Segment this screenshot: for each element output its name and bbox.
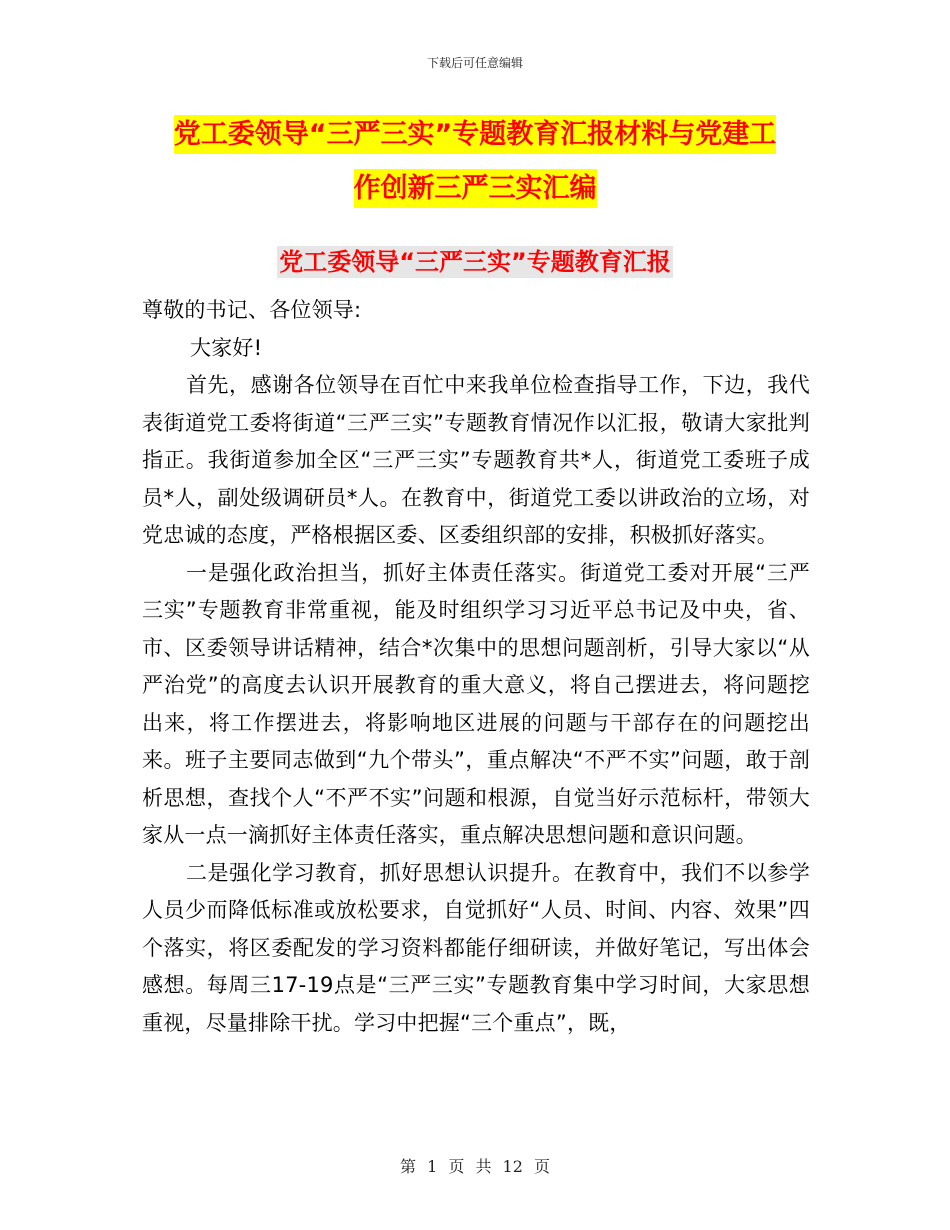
page-footer: 第 1 页 共 12 页 <box>400 1157 550 1176</box>
paragraph-1: 首先，感谢各位领导在百忙中来我单位检查指导工作，下边，我代表街道党工委将街道“三严三实”专题教育情况作以汇报，敬请大家批判指正。我街道参加全区“三严三实”专题教育共*人，街道党工委班子成员*人，副处级调研员*人。在教育中，街道党工委以讲政治的立场，对党忠诚的态度，严格根据区委、区委组织部的安排，积极抓好落实。 <box>142 373 810 547</box>
title-line-1: 党工委领导“三严三实”专题教育汇报材料与党建工 <box>174 115 777 154</box>
section-title <box>0 244 950 280</box>
title-line-2: 作创新三严三实汇编 <box>354 169 597 208</box>
document-body <box>142 292 810 1042</box>
document-title <box>0 108 950 216</box>
greeting: 大家好! <box>190 335 263 360</box>
paragraph-2: 一是强化政治担当，抓好主体责任落实。街道党工委对开展“三严三实”专题教育非常重视，能及时组织学习习近平总书记及中央，省、市、区委领导讲话精神，结合*次集中的思想问题剖析，引导大家以“从严治党”的高度去认识开展教育的重大意义，将自己摆进去，将问题挖出来，将工作摆进去，将影响地区进展的问题与干部存在的问题挖出来。班子主要同志做到“九个带头”，重点解决“不严不实”问题，敢于剖析思想，查找个人“不严不实”问题和根源，自觉当好示范标杆，带领大家从一点一滴抓好主体责任落实，重点解决思想问题和意识问题。 <box>142 560 810 847</box>
salutation: 尊敬的书记、各位领导: <box>142 298 362 322</box>
section-title-text: 党工委领导“三严三实”专题教育汇报 <box>279 248 671 276</box>
page-header: 下载后可任意编辑 <box>426 56 523 70</box>
paragraph-3: 二是强化学习教育，抓好思想认识提升。在教育中，我们不以参学人员少而降低标准或放松要求，自觉抓好“人员、时间、内容、效果”四个落实，将区委配发的学习资料都能仔细研读，并做好笔记，写出体会感想。每周三17-19点是“三严三实”专题教育集中学习时间，大家思想重视，尽量排除干扰。学习中把握“三个重点”，既， <box>142 860 810 1035</box>
